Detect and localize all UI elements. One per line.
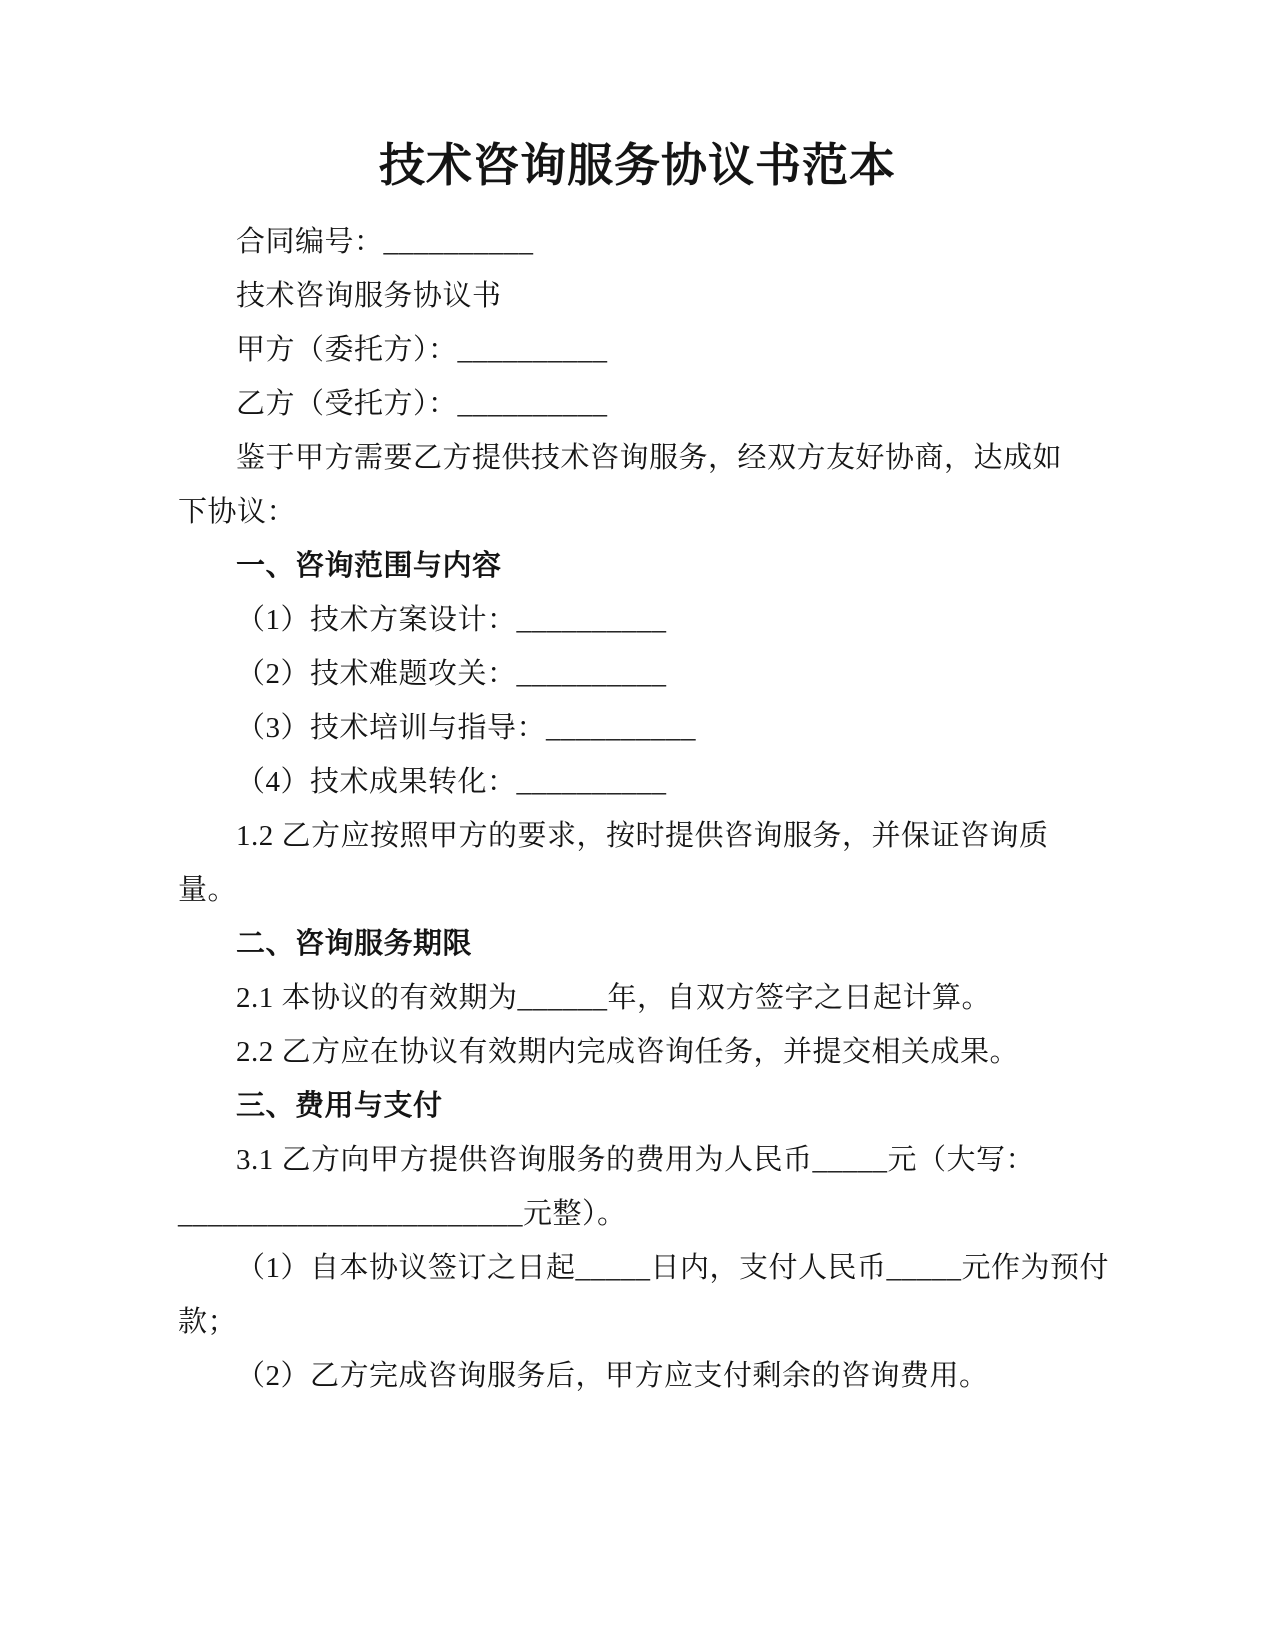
line-party-a: 甲方（委托方）：__________ <box>236 334 608 367</box>
line-payment-1a: （1）自本协议签订之日起_____日内，支付人民币_____元作为预付 <box>236 1252 1110 1285</box>
line-preamble-1: 鉴于甲方需要乙方提供技术咨询服务，经双方友好协商，达成如 <box>236 442 1063 475</box>
line-party-b: 乙方（受托方）：__________ <box>236 388 608 421</box>
line-clause-3-1a: 3.1 乙方向甲方提供咨询服务的费用为人民币_____元（大写： <box>236 1144 1036 1177</box>
line-payment-2: （2）乙方完成咨询服务后，甲方应支付剩余的咨询费用。 <box>236 1360 989 1393</box>
line-document-name: 技术咨询服务协议书 <box>236 280 502 313</box>
line-item-1-1: （1）技术方案设计：__________ <box>236 604 667 637</box>
heading-section-1: 一、咨询范围与内容 <box>236 550 502 583</box>
line-item-1-2: （2）技术难题攻关：__________ <box>236 658 667 691</box>
line-item-1-3: （3）技术培训与指导：__________ <box>236 712 697 745</box>
line-payment-1b: 款； <box>178 1306 238 1339</box>
line-clause-1-2b: 量。 <box>178 874 238 907</box>
line-item-1-4: （4）技术成果转化：__________ <box>236 766 667 799</box>
line-preamble-2: 下协议： <box>178 496 297 529</box>
line-clause-2-1: 2.1 本协议的有效期为______年，自双方签字之日起计算。 <box>236 982 992 1015</box>
line-clause-3-1b: _______________________元整）。 <box>178 1198 627 1231</box>
line-clause-2-2: 2.2 乙方应在协议有效期内完成咨询任务，并提交相关成果。 <box>236 1036 1020 1069</box>
line-clause-1-2a: 1.2 乙方应按照甲方的要求，按时提供咨询服务，并保证咨询质 <box>236 820 1049 853</box>
heading-section-3: 三、费用与支付 <box>236 1090 443 1123</box>
document-body <box>178 215 1180 1403</box>
heading-section-2: 二、咨询服务期限 <box>236 928 473 961</box>
document-title: 技术咨询服务协议书范本 <box>379 140 896 191</box>
line-contract-number: 合同编号：__________ <box>236 226 534 259</box>
